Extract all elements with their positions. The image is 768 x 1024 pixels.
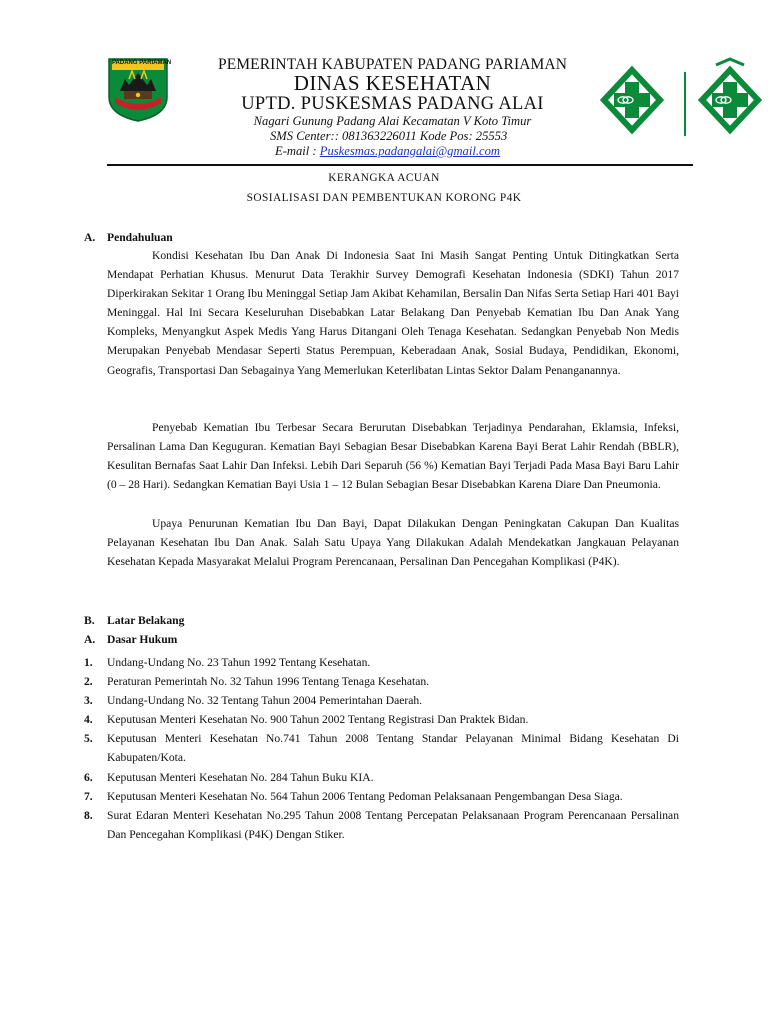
document-title: KERANGKA ACUAN <box>328 172 440 184</box>
health-ministry-logo-icon <box>696 58 764 138</box>
section-title: Dasar Hukum <box>107 633 178 646</box>
email-line <box>275 144 500 159</box>
list-item: 3. Undang-Undang No. 32 Tentang Tahun 2004 Pemerintahan Daerah. <box>84 694 423 708</box>
list-item: 8. Surat Edaran Menteri Kesehatan No.295 Tahun 2008 Tentang Percepatan Pelaksanaan Program Perencanaan Persalinan Dan Pencegahan Komplikasi (P4K) Dengan Stiker. <box>84 808 679 841</box>
section-title: Latar Belakang <box>107 614 185 627</box>
list-item: 7. Keputusan Menteri Kesehatan No. 564 Tahun 2006 Tentang Pedoman Pelaksanaan Pengembangan Desa Siaga. <box>84 789 623 803</box>
header-rule <box>107 164 693 166</box>
legal-basis-list <box>84 653 679 844</box>
section-letter: A. <box>84 231 96 244</box>
list-item: 6. Keputusan Menteri Kesehatan No. 284 Tahun Buku KIA. <box>84 770 374 784</box>
email-label: E-mail : <box>275 144 320 158</box>
section-letter: A. <box>84 633 96 646</box>
government-name: PEMERINTAH KABUPATEN PADANG PARIAMAN <box>217 56 567 73</box>
unit-name: UPTD. PUSKESMAS PADANG ALAI <box>241 94 544 114</box>
section-title: Pendahuluan <box>107 231 173 244</box>
list-item: 2. Peraturan Pemerintah No. 32 Tahun 1996 Tentang Tenaga Kesehatan. <box>84 675 430 689</box>
list-item: 1. Undang-Undang No. 23 Tahun 1992 Tentang Kesehatan. <box>84 656 371 669</box>
department-name: DINAS KESEHATAN <box>293 71 492 95</box>
emblem-caption: PADANG PARIAMAN <box>112 60 172 66</box>
paragraph-2: Penyebab Kematian Ibu Terbesar Secara Berurutan Disebabkan Terjadinya Pendarahan, Eklamsia, Infeksi, Persalinan Lama Dan Keguguran. Kematian Bayi Sebagian Besar Disebabkan Karena Bayi Berat Lahir Rendah (BBLR), Kesulitan Bernafas Saat Lahir Dan Infeksi. Lebih Dari Separuh (56 %) Kematian Bayi Terjadi Pada Masa Bayi Baru Lahir (0 – 28 Hari). Sedangkan Kematian Bayi Usia 1 – 12 Bulan Sebagian Besar Disebabkan Karena Diare Dan Pneumonia. <box>107 421 679 492</box>
email-link[interactable]: Puskesmas.padangalai@gmail.com <box>319 144 500 158</box>
logo-divider <box>684 72 686 136</box>
document-subtitle: SOSIALISASI DAN PEMBENTUKAN KORONG P4K <box>246 192 522 204</box>
paragraph-3: Upaya Penurunan Kematian Ibu Dan Bayi, Dapat Dilakukan Dengan Peningkatan Cakupan Dan Kualitas Pelayanan Kesehatan Ibu Dan Anak. Salah Satu Upaya Yang Dilakukan Adalah Mendekatkan Jangkauan Pelayanan Kesehatan Kepada Masyarakat Melalui Program Perencanaan, Persalinan Dan Pencegahan Komplikasi (P4K). <box>107 517 679 569</box>
list-item: 4. Keputusan Menteri Kesehatan No. 900 Tahun 2002 Tentang Registrasi Dan Praktek Bidan. <box>84 713 529 727</box>
paragraph-1: Kondisi Kesehatan Ibu Dan Anak Di Indonesia Saat Ini Masih Sangat Penting Untuk Ditingkatkan Serta Mendapat Perhatian Khusus. Menurut Data Terakhir Survey Demografi Kesehatan Indonesia (SDKI) Tahun 2017 Diperkirakan Sekitar 1 Orang Ibu Meninggal Setiap Jam Akibat Kehamilan, Bersalin Dan Nifas Serta Setiap Hari 401 Bayi Meninggal. Hal Ini Secara Keseluruhan Disebabkan Latar Belakang Dan Penyebab Kematian Ibu Dan Anak Yang Kompleks, Menyangkut Aspek Medis Yang Harus Ditangani Oleh Tenaga Kesehatan. Sedangkan Penyebab Non Medis Merupakan Penyebab Mendasar Seperti Status Perempuan, Keberadaan Anak, Sosial Budaya, Pendidikan, Ekonomi, Geografis, Transportasi Dan Sebagainya Yang Memerlukan Keterlibatan Lintas Sektor Dalam Penanganannya. <box>107 249 679 377</box>
section-letter: B. <box>84 614 95 627</box>
address-line: Nagari Gunung Padang Alai Kecamatan V Koto Timur <box>253 114 532 128</box>
puskesmas-logo-icon <box>598 58 666 138</box>
sms-center-line: SMS Center:: 081363226011 Kode Pos: 25553 <box>270 129 508 143</box>
list-item: 5. Keputusan Menteri Kesehatan No.741 Tahun 2008 Tentang Standar Pelayanan Minimal Bidang Kesehatan Di Kabupaten/Kota. <box>84 732 679 765</box>
